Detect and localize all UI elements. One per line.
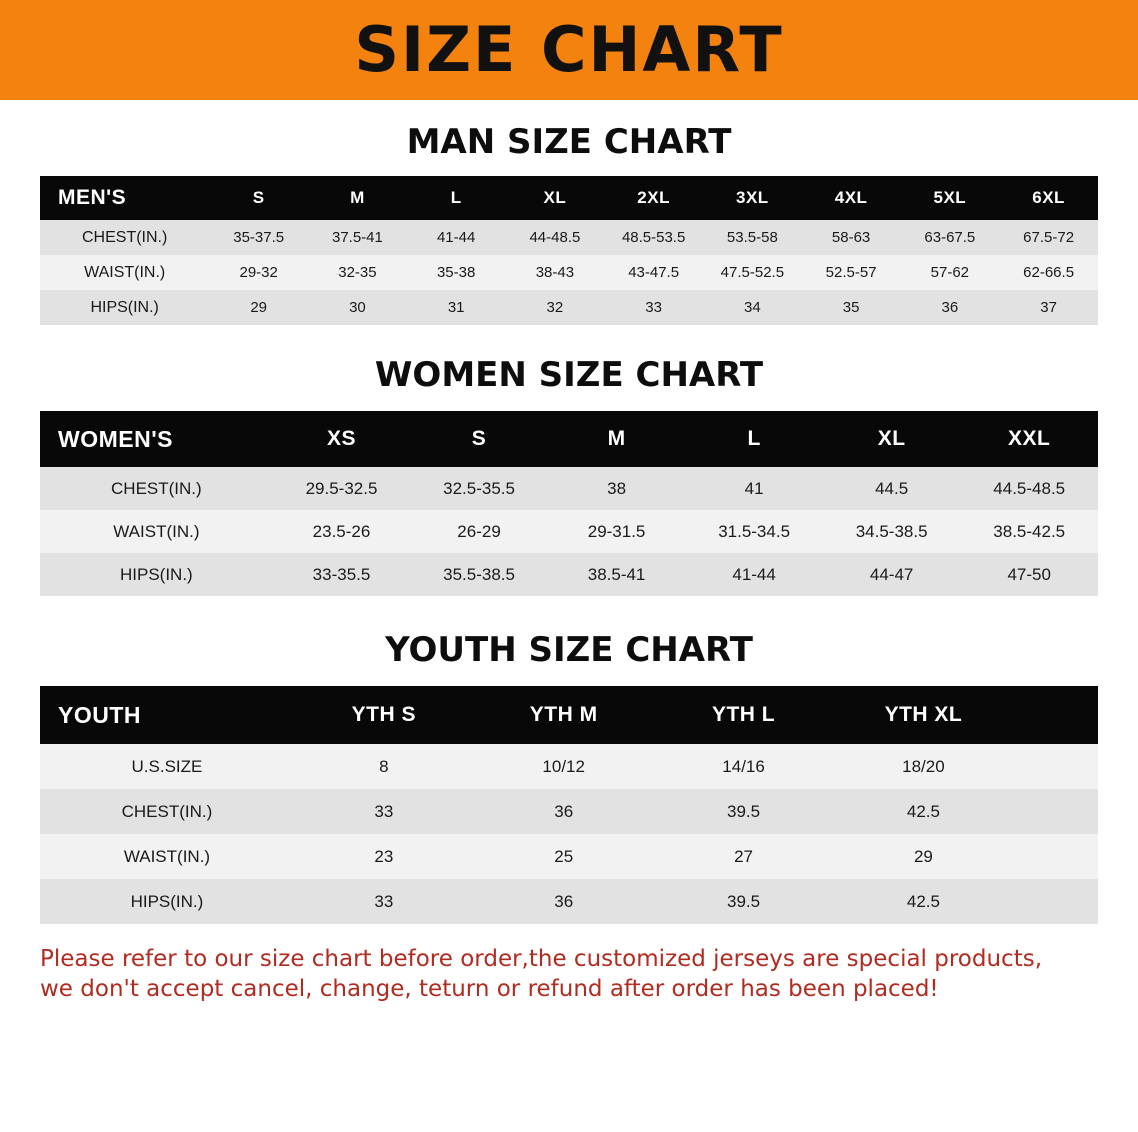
table-cell: 32-35 xyxy=(338,264,377,281)
women-size-header: XL xyxy=(877,427,906,450)
table-row xyxy=(40,879,1098,924)
table-cell: 29 xyxy=(250,299,268,316)
man-corner-label: MEN'S xyxy=(58,186,127,209)
table-row xyxy=(40,553,1098,596)
table-cell: 58-63 xyxy=(831,229,871,246)
table-cell: 41 xyxy=(744,478,764,498)
row-label: CHEST(IN.) xyxy=(121,801,213,821)
table-header-row xyxy=(40,411,1098,467)
table-row xyxy=(40,220,1098,255)
table-cell: 38 xyxy=(607,478,627,498)
man-size-header: 3XL xyxy=(736,188,769,207)
table-row xyxy=(40,510,1098,553)
table-cell: 29-32 xyxy=(239,264,278,281)
row-label: CHEST(IN.) xyxy=(111,478,202,498)
table-cell: 8 xyxy=(379,756,389,776)
table-cell: 42.5 xyxy=(906,801,940,821)
table-cell: 32.5-35.5 xyxy=(443,478,515,498)
youth-size-table xyxy=(40,686,1098,924)
table-row xyxy=(40,467,1098,510)
women-size-header: XS xyxy=(327,427,357,450)
youth-size-header: YTH M xyxy=(529,703,598,726)
table-cell: 67.5-72 xyxy=(1023,229,1075,246)
table-row xyxy=(40,255,1098,290)
table-cell: 35.5-38.5 xyxy=(443,564,515,584)
man-section-heading: MAN SIZE CHART xyxy=(406,122,732,162)
table-cell: 34.5-38.5 xyxy=(855,521,928,541)
order-policy-note-line2: we don't accept cancel, change, teturn or refund after order has been placed! xyxy=(40,976,939,1003)
table-cell: 27 xyxy=(734,846,754,866)
man-size-header: L xyxy=(450,188,462,207)
women-size-header: L xyxy=(747,427,761,450)
table-row xyxy=(40,290,1098,325)
table-cell: 10/12 xyxy=(542,756,585,776)
man-table-wrap xyxy=(40,176,1098,325)
table-cell: 33 xyxy=(645,299,662,316)
table-cell-spacer xyxy=(1013,879,1098,924)
table-cell-spacer xyxy=(1013,744,1098,789)
women-table-wrap xyxy=(40,411,1098,596)
table-cell: 38-43 xyxy=(535,264,575,281)
table-cell: 33-35.5 xyxy=(312,564,371,584)
table-row xyxy=(40,834,1098,879)
table-cell: 41-44 xyxy=(436,229,476,246)
table-cell: 35-38 xyxy=(436,264,476,281)
table-cell: 48.5-53.5 xyxy=(621,229,686,246)
table-cell: 37.5-41 xyxy=(331,229,383,246)
table-row xyxy=(40,744,1098,789)
order-policy-note-line1: Please refer to our size chart before order,the customized jerseys are special products, xyxy=(40,946,1043,972)
man-size-header: 6XL xyxy=(1032,188,1065,207)
table-cell: 14/16 xyxy=(722,756,765,776)
women-corner-label: WOMEN'S xyxy=(58,425,174,452)
table-cell: 53.5-58 xyxy=(726,229,778,246)
table-cell: 35-37.5 xyxy=(233,229,285,246)
youth-header-spacer xyxy=(1013,686,1098,744)
women-section-heading: WOMEN SIZE CHART xyxy=(374,355,764,395)
table-cell: 36 xyxy=(554,891,574,911)
table-cell-spacer xyxy=(1013,834,1098,879)
row-label: HIPS(IN.) xyxy=(130,891,204,911)
table-cell: 38.5-41 xyxy=(587,564,646,584)
youth-corner-label: YOUTH xyxy=(58,701,141,728)
man-size-header: M xyxy=(350,188,365,207)
table-header-row xyxy=(40,176,1098,220)
size-chart-banner xyxy=(0,0,1138,100)
man-size-header: 5XL xyxy=(933,188,967,207)
table-cell: 36 xyxy=(554,801,574,821)
table-cell: 35 xyxy=(842,299,860,316)
women-size-header: XXL xyxy=(1008,427,1051,450)
women-size-table xyxy=(40,411,1098,596)
table-cell: 42.5 xyxy=(906,891,940,911)
table-cell: 39.5 xyxy=(727,801,761,821)
man-size-header: S xyxy=(252,188,265,207)
man-size-header: 4XL xyxy=(834,188,868,207)
youth-table-wrap xyxy=(40,686,1098,924)
youth-size-header: YTH XL xyxy=(884,703,963,726)
table-cell: 39.5 xyxy=(727,891,761,911)
youth-size-header: YTH S xyxy=(351,703,416,726)
table-cell: 18/20 xyxy=(902,756,945,776)
row-label: WAIST(IN.) xyxy=(123,846,211,866)
table-cell: 26-29 xyxy=(457,521,501,541)
table-cell: 23 xyxy=(374,846,394,866)
table-cell: 23.5-26 xyxy=(312,521,371,541)
row-label: CHEST(IN.) xyxy=(82,228,168,246)
table-cell: 31 xyxy=(447,299,465,316)
youth-size-header: YTH L xyxy=(711,703,776,726)
table-cell: 44.5-48.5 xyxy=(993,478,1066,498)
row-label: WAIST(IN.) xyxy=(113,521,200,541)
row-label: U.S.SIZE xyxy=(131,756,203,776)
man-size-header: 2XL xyxy=(637,188,670,207)
table-cell: 34 xyxy=(744,299,761,316)
women-size-header: S xyxy=(471,427,487,450)
table-cell: 32 xyxy=(546,299,564,316)
table-cell: 29 xyxy=(913,846,933,866)
table-cell: 33 xyxy=(374,801,394,821)
table-cell: 44-47 xyxy=(869,564,914,584)
table-cell: 47-50 xyxy=(1007,564,1051,584)
table-row xyxy=(40,789,1098,834)
youth-section-heading: YOUTH SIZE CHART xyxy=(385,630,753,670)
table-cell: 43-47.5 xyxy=(628,264,680,281)
page-title: SIZE CHART xyxy=(354,13,784,86)
table-cell: 25 xyxy=(554,846,574,866)
row-label: HIPS(IN.) xyxy=(90,298,159,316)
table-cell: 36 xyxy=(941,299,959,316)
man-size-header: XL xyxy=(543,188,567,207)
table-cell: 31.5-34.5 xyxy=(718,521,791,541)
table-cell: 29.5-32.5 xyxy=(305,478,378,498)
table-cell: 37 xyxy=(1040,299,1057,316)
table-cell: 38.5-42.5 xyxy=(993,521,1066,541)
table-cell: 33 xyxy=(374,891,394,911)
man-size-table xyxy=(40,176,1098,325)
table-cell: 47.5-52.5 xyxy=(720,264,785,281)
table-cell: 62-66.5 xyxy=(1023,264,1075,281)
table-header-row xyxy=(40,686,1098,744)
table-cell: 30 xyxy=(349,299,366,316)
table-cell: 44-48.5 xyxy=(529,229,581,246)
table-cell: 29-31.5 xyxy=(587,521,646,541)
table-cell: 52.5-57 xyxy=(825,264,877,281)
women-size-header: M xyxy=(607,427,626,450)
table-cell: 44.5 xyxy=(875,478,909,498)
table-cell-spacer xyxy=(1013,789,1098,834)
table-cell: 63-67.5 xyxy=(924,229,976,246)
order-policy-note xyxy=(40,944,1098,1005)
row-label: WAIST(IN.) xyxy=(84,263,166,281)
table-cell: 41-44 xyxy=(732,564,776,584)
table-cell: 57-62 xyxy=(930,264,970,281)
row-label: HIPS(IN.) xyxy=(120,564,193,584)
